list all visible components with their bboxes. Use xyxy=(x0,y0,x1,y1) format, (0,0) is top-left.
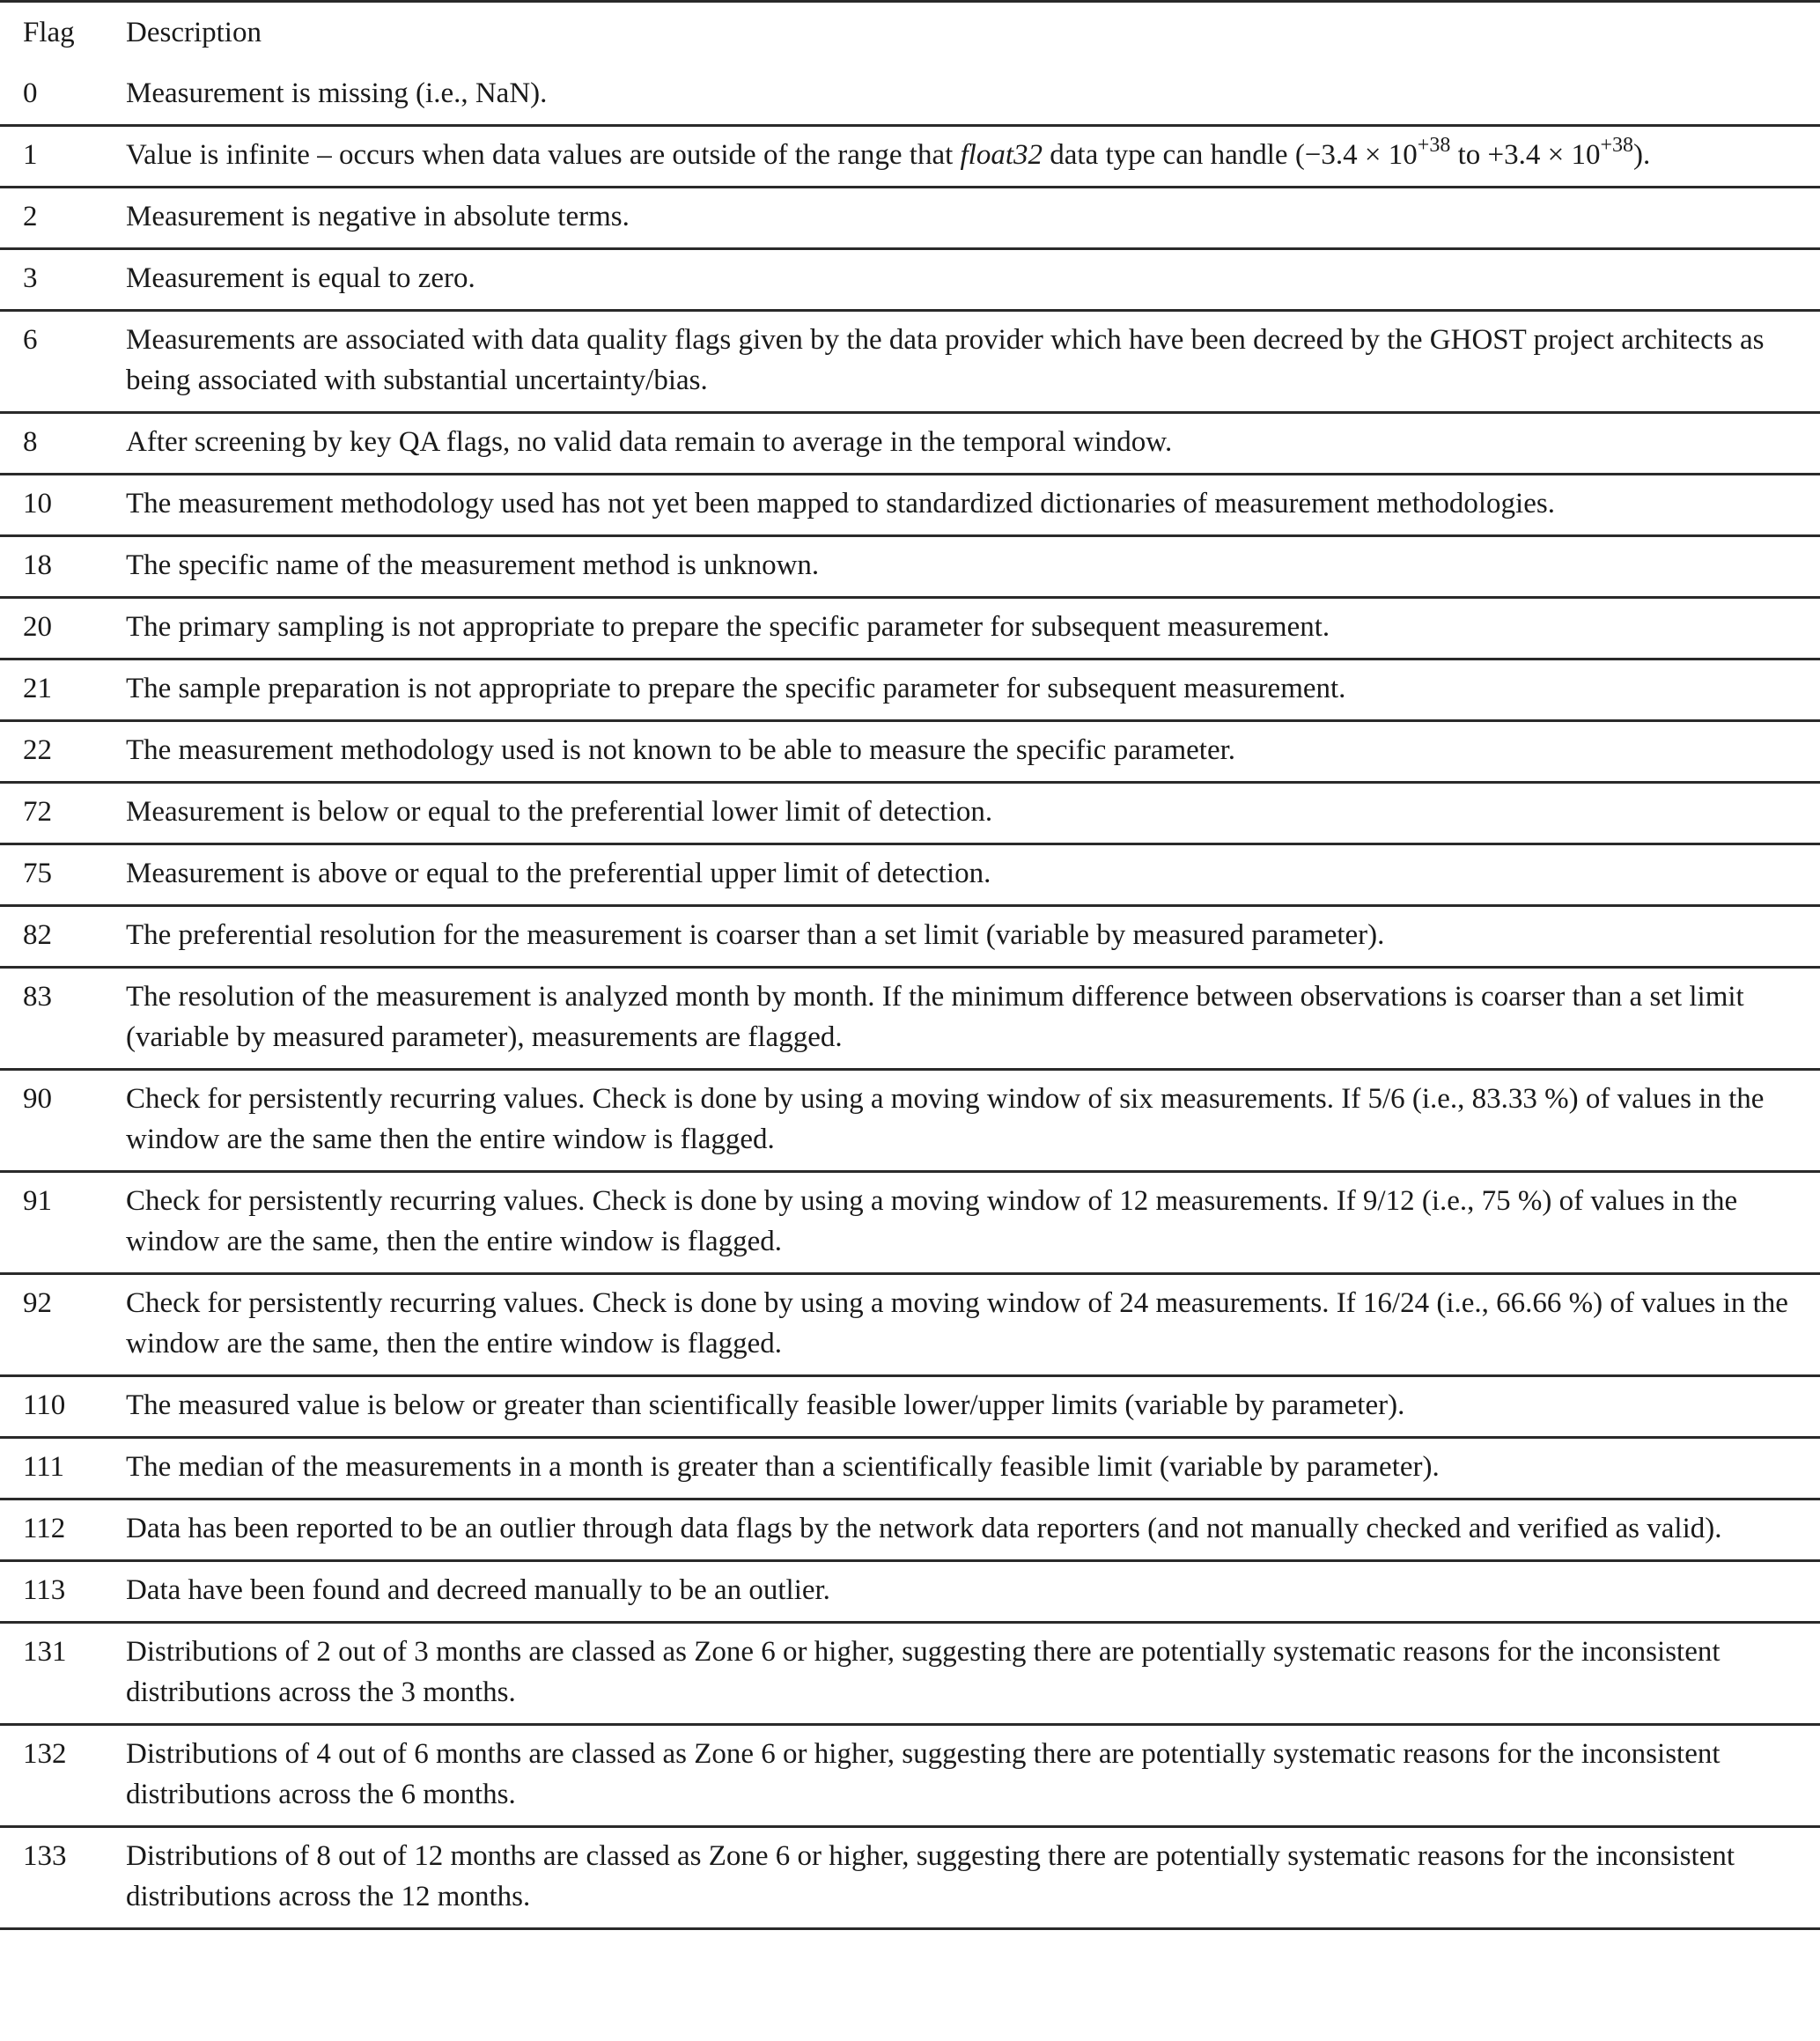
flag-description: Data have been found and decreed manually to be an outlier. xyxy=(126,1574,830,1606)
flag-description: Distributions of 4 out of 6 months are classed as Zone 6 or higher, suggesting there are potentially systematic reasons for the inconsistent distributions across the 6 months. xyxy=(126,1738,1721,1810)
desc-text: Value is infinite – occurs when data values are outside of the range that xyxy=(126,139,961,171)
table-row xyxy=(0,475,1820,536)
flag-code: 92 xyxy=(23,1287,52,1319)
table-row xyxy=(0,1561,1820,1623)
flag-description: Measurement is above or equal to the preferential upper limit of detection. xyxy=(126,858,991,889)
desc-text: to +3.4 × 10 xyxy=(1450,139,1601,171)
flag-code: 91 xyxy=(23,1185,52,1217)
flag-code: 18 xyxy=(23,549,52,581)
flag-description: The median of the measurements in a month is greater than a scientifically feasible limit (variable by parameter). xyxy=(126,1451,1440,1483)
table-row xyxy=(0,1274,1820,1376)
flag-description: Check for persistently recurring values. Check is done by using a moving window of 12 measurements. If 9/12 (i.e., 75 %) of values in the window are the same, then the entire window is flagged. xyxy=(126,1185,1738,1257)
flag-description: The preferential resolution for the measurement is coarser than a set limit (variable by measured parameter). xyxy=(126,919,1385,951)
flag-description: The specific name of the measurement method is unknown. xyxy=(126,549,820,581)
table-row xyxy=(0,188,1820,249)
flag-code: 82 xyxy=(23,919,52,951)
flag-code: 132 xyxy=(23,1738,67,1770)
flag-code: 21 xyxy=(23,673,52,704)
flag-description: Data has been reported to be an outlier through data flags by the network data reporters (and not manually checked and verified as valid). xyxy=(126,1513,1722,1544)
table-row xyxy=(0,249,1820,311)
flag-description: The measurement methodology used is not known to be able to measure the specific parameter. xyxy=(126,734,1236,766)
flag-description: The resolution of the measurement is analyzed month by month. If the minimum difference between observations is coarser than a set limit (variable by measured parameter), measurements are flagged. xyxy=(126,981,1744,1053)
flag-code: 111 xyxy=(23,1451,65,1483)
flag-code: 110 xyxy=(23,1389,66,1421)
flag-code: 3 xyxy=(23,262,38,294)
header-flag: Flag xyxy=(23,17,75,48)
flag-description: Distributions of 8 out of 12 months are classed as Zone 6 or higher, suggesting there are potentially systematic reasons for the inconsistent distributions across the 12 months. xyxy=(126,1840,1735,1912)
table-row xyxy=(0,1070,1820,1172)
flag-code: 133 xyxy=(23,1840,67,1872)
flag-code: 112 xyxy=(23,1513,66,1544)
table-row xyxy=(0,1725,1820,1827)
flag-code: 8 xyxy=(23,426,38,458)
table-row xyxy=(0,783,1820,844)
exponent: +38 xyxy=(1600,134,1634,157)
flag-code: 113 xyxy=(23,1574,66,1606)
flag-description: After screening by key QA flags, no valid data remain to average in the temporal window. xyxy=(126,426,1173,458)
flag-description: The sample preparation is not appropriate to prepare the specific parameter for subsequent measurement. xyxy=(126,673,1346,704)
flag-code: 83 xyxy=(23,981,52,1013)
flag-description: Distributions of 2 out of 3 months are classed as Zone 6 or higher, suggesting there are potentially systematic reasons for the inconsistent distributions across the 3 months. xyxy=(126,1636,1721,1708)
table-row xyxy=(0,659,1820,721)
exponent: +38 xyxy=(1417,134,1451,157)
flag-code: 1 xyxy=(23,139,38,171)
flag-description: Measurement is missing (i.e., NaN). xyxy=(126,77,548,109)
flag-code: 2 xyxy=(23,201,38,232)
flag-code: 131 xyxy=(23,1636,67,1668)
table-row xyxy=(0,598,1820,659)
table-row xyxy=(0,1827,1820,1929)
flag-description: Check for persistently recurring values. Check is done by using a moving window of 24 measurements. If 16/24 (i.e., 66.66 %) of values in the window are the same, then the entire window is flagged. xyxy=(126,1287,1788,1359)
table-row xyxy=(0,536,1820,598)
flag-description: Measurement is equal to zero. xyxy=(126,262,475,294)
flag-description: Measurement is below or equal to the preferential lower limit of detection. xyxy=(126,796,993,828)
flag-description: The measurement methodology used has not yet been mapped to standardized dictionaries of measurement methodologies. xyxy=(126,488,1555,519)
flag-description: Measurement is negative in absolute terms. xyxy=(126,201,630,232)
table-row xyxy=(0,906,1820,968)
desc-text: ). xyxy=(1633,139,1651,171)
desc-text: data type can handle (−3.4 × 10 xyxy=(1043,139,1418,171)
flag-description xyxy=(126,126,1820,188)
flag-code: 72 xyxy=(23,796,52,828)
table-body xyxy=(0,65,1820,1929)
table-header-row xyxy=(0,2,1820,66)
flag-description: Check for persistently recurring values. Check is done by using a moving window of six measurements. If 5/6 (i.e., 83.33 %) of values in the window are the same then the entire window is flagged. xyxy=(126,1083,1765,1155)
table-row xyxy=(0,65,1820,126)
flag-description: The primary sampling is not appropriate to prepare the specific parameter for subsequent measurement. xyxy=(126,611,1330,643)
table-row xyxy=(0,311,1820,413)
header-description: Description xyxy=(126,17,262,48)
flag-code: 90 xyxy=(23,1083,52,1115)
desc-italic-term: float32 xyxy=(960,139,1043,171)
table-row xyxy=(0,844,1820,906)
flag-code: 20 xyxy=(23,611,52,643)
flag-description: The measured value is below or greater than scientifically feasible lower/upper limits (variable by parameter). xyxy=(126,1389,1405,1421)
table-row xyxy=(0,126,1820,188)
flag-code: 75 xyxy=(23,858,52,889)
table-row xyxy=(0,1438,1820,1499)
flag-code: 10 xyxy=(23,488,52,519)
table-row xyxy=(0,968,1820,1070)
flag-description: Measurements are associated with data quality flags given by the data provider which have been decreed by the GHOST project architects as being associated with substantial uncertainty/bias. xyxy=(126,324,1765,396)
table-row xyxy=(0,721,1820,783)
table-row xyxy=(0,1499,1820,1561)
table-row xyxy=(0,413,1820,475)
flag-code: 0 xyxy=(23,77,38,109)
table-row xyxy=(0,1172,1820,1274)
flag-code: 6 xyxy=(23,324,38,356)
table-row xyxy=(0,1623,1820,1725)
flag-code: 22 xyxy=(23,734,52,766)
table-row xyxy=(0,1376,1820,1438)
